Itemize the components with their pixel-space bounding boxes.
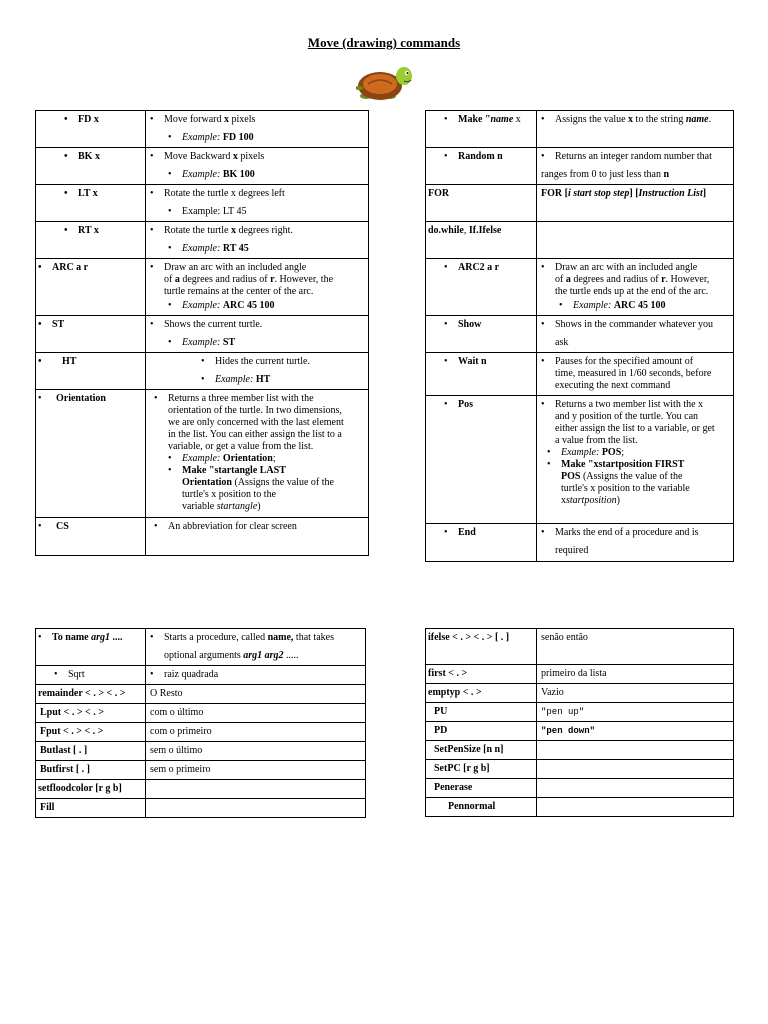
table-row: • Orientation • Returns a three member list with the orientation of the turtle. In two dimensions, we are only concerned with the last element in the list. You can either assign the list to a variable, or get a value from the list. • Example: Orientation; • Make "startangle LAST Orientation (Assigns the value of the turtle's x position to the variable startangle) xyxy=(36,390,369,518)
table-row: • ARC2 a r • Draw an arc with an included angle of a degrees and radius of r. However, the turtle ends up at the end of the arc. • Example: ARC 45 100 xyxy=(426,259,734,316)
table-row: • Show • Shows in the commander whatever you ask xyxy=(426,316,734,353)
table-row: • CS • An abbreviation for clear screen xyxy=(36,518,369,556)
table-row: Pennormal xyxy=(426,798,734,817)
table-row: • Random n • Returns an integer random number that ranges from 0 to just less than n xyxy=(426,148,734,185)
random-command: Random n xyxy=(458,151,503,162)
table-row: emptyp < . > Vazio xyxy=(426,684,734,703)
table-row: Lput < . > < . > com o último xyxy=(36,704,366,723)
dowhile-command: do.while xyxy=(428,225,464,236)
table-row: setfloodcolor [r g b] xyxy=(36,780,366,799)
table-row: Fput < . > < . > com o primeiro xyxy=(36,723,366,742)
wait-command: Wait n xyxy=(458,356,487,367)
end-command: End xyxy=(458,527,476,538)
to-name-command: To name xyxy=(52,632,92,643)
arc2-command: ARC2 a r xyxy=(458,262,500,273)
table-row: ifelse < . > < . > [ . ] senão então xyxy=(426,629,734,665)
ht-command: HT xyxy=(62,356,77,367)
table-row: PD "pen down" xyxy=(426,722,734,741)
fd-command: • FD x xyxy=(64,114,99,125)
table-row: PU "pen up" xyxy=(426,703,734,722)
table-row: • BK x • Move Backward x pixels • Example: BK 100 xyxy=(36,148,369,185)
table-row: • ARC a r • Draw an arc with an included angle of a degrees and radius of r. However, the turtle remains at the center of the arc. • Example: ARC 45 100 xyxy=(36,259,369,316)
left-command-table xyxy=(35,110,369,556)
table-row: first < . > primeiro da lista xyxy=(426,665,734,684)
table-row: Butlast [ . ] sem o último xyxy=(36,742,366,761)
table-row: • Sqrt • raiz quadrada xyxy=(36,666,366,685)
table-row: remainder < . > < . > O Resto xyxy=(36,685,366,704)
table-row: • ST • Shows the current turtle. • Example: ST xyxy=(36,316,369,353)
bk-command: • BK x xyxy=(64,151,100,162)
make-command: Make " xyxy=(458,114,491,125)
right-command-table xyxy=(425,110,734,562)
bottom-left-table xyxy=(35,628,366,818)
table-row: • HT • Hides the current turtle. • Example: HT xyxy=(36,353,369,390)
table-row: • Make "name x • Assigns the value x to the string name. xyxy=(426,111,734,148)
page-title: Move (drawing) commands xyxy=(307,35,461,50)
st-command: • ST xyxy=(38,319,64,330)
table-row: • LT x • Rotate the turtle x degrees left • Example: LT 45 xyxy=(36,185,369,222)
arc-command: • ARC a r xyxy=(38,262,88,273)
table-row: SetPC [r g b] xyxy=(426,760,734,779)
cs-command: CS xyxy=(56,521,69,532)
for-command: FOR xyxy=(428,188,450,199)
table-row: • FD x • Move forward x pixels • Example: FD 100 xyxy=(36,111,369,148)
table-row: • RT x • Rotate the turtle x degrees right. • Example: RT 45 xyxy=(36,222,369,259)
rt-command: • RT x xyxy=(64,225,99,236)
table-row: • Wait n • Pauses for the specified amount of time, measured in 1/60 seconds, before executing the next command xyxy=(426,353,734,396)
table-row: Penerase xyxy=(426,779,734,798)
table-row: Fill xyxy=(36,799,366,818)
turtle-icon xyxy=(356,58,414,102)
table-row: • End • Marks the end of a procedure and is required xyxy=(426,524,734,562)
table-row: do.while, If.Ifelse xyxy=(426,222,734,259)
lt-command: • LT x xyxy=(64,188,98,199)
table-row: • Pos • Returns a two member list with the x and y position of the turtle. You can either assign the list to a variable, or get a value from the list. • Example: POS; • Make "xstartposition FIRST POS (Assigns the value of the turtle's x position to the variable xstartposition) xyxy=(426,396,734,524)
table-row: • To name arg1 .... • Starts a procedure, called name, that takes optional arguments arg1 arg2 ..... xyxy=(36,629,366,666)
pos-command: Pos xyxy=(458,399,473,410)
show-command: Show xyxy=(458,319,482,330)
table-row: Butfirst [ . ] sem o primeiro xyxy=(36,761,366,780)
table-row: SetPenSize [n n] xyxy=(426,741,734,760)
table-row: FOR FOR [i start stop step] [Instruction List] xyxy=(426,185,734,222)
bottom-right-table xyxy=(425,628,734,817)
orientation-command: Orientation xyxy=(56,393,106,404)
